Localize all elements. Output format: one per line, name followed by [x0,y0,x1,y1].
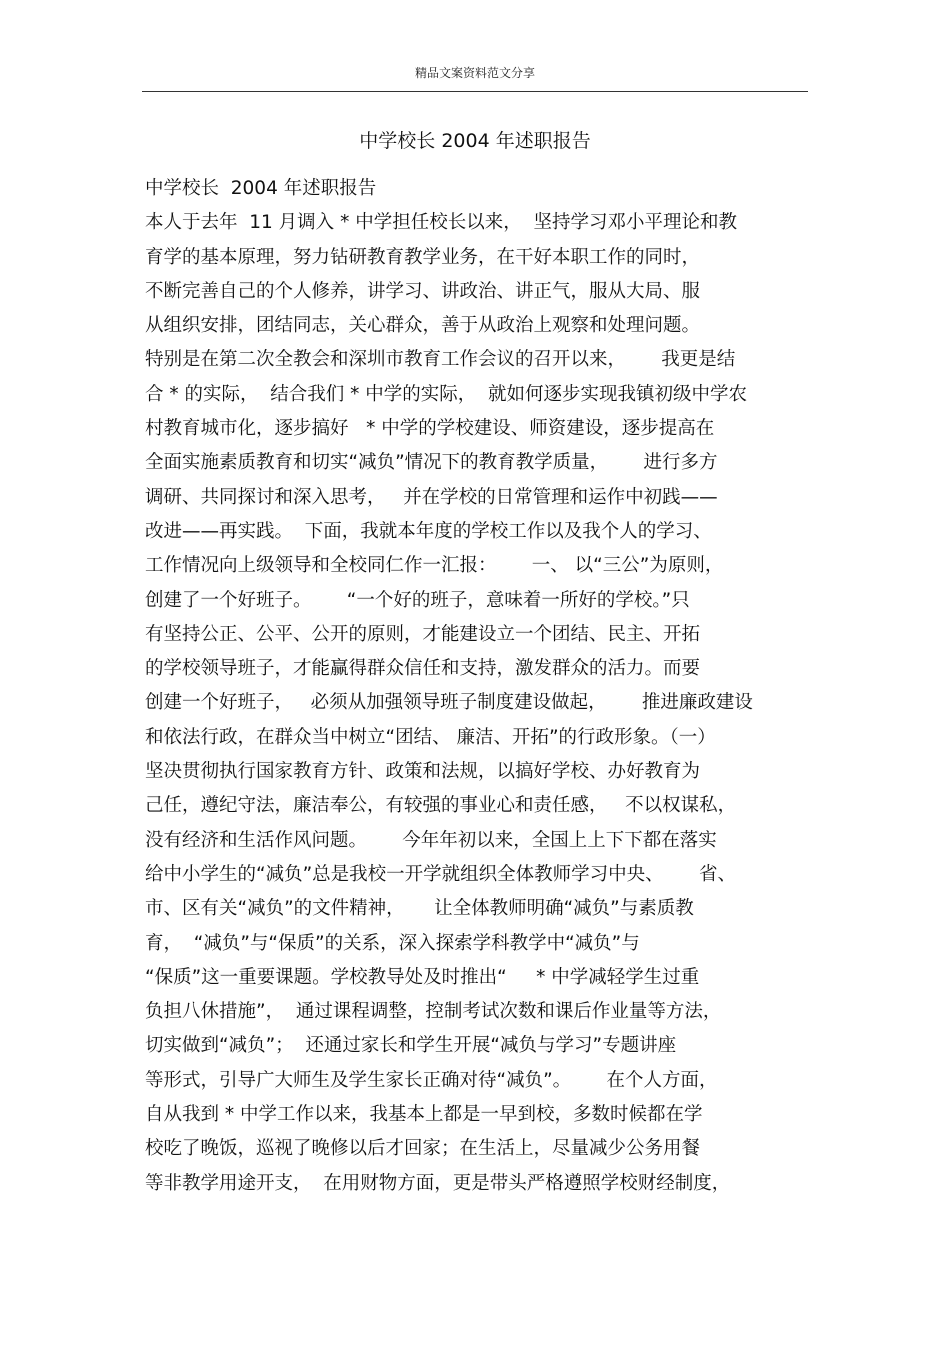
body-line: 市、区有关“减负”的文件精神， 让全体教师明确“减负”与素质教 [145,898,694,920]
header-divider [142,91,808,92]
body-line: 中学校长 2004 年述职报告 [145,178,377,199]
document-body [145,172,845,1201]
body-line: 合 * 的实际， 结合我们 * 中学的实际， 就如何逐步实现我镇初级中学农 [145,383,748,405]
body-line: 己任，遵纪守法，廉洁奉公，有较强的事业心和责任感， 不以权谋私， [145,795,737,817]
body-line: 调研、共同探讨和深入思考， 并在学校的日常管理和运作中初践—— [145,486,718,508]
body-line: 创建了一个好班子。 “一个好的班子，意味着一所好的学校。”只 [145,589,690,611]
body-line: 自从我到 * 中学工作以来，我基本上都是一早到校，多数时候都在学 [145,1104,703,1126]
body-line: 给中小学生的“减负”总是我校一开学就组织全体教师学习中央、 省、 [145,863,736,885]
body-line: 负担八休措施”， 通过课程调整，控制考试次数和课后作业量等方法， [145,1001,722,1023]
body-line: 工作情况向上级领导和全校同仁作一汇报： 一、 以“三公”为原则， [145,555,724,577]
body-line: 有坚持公正、公平、公开的原则，才能建设立一个团结、民主、开拓 [145,623,701,645]
document-title: 中学校长 2004 年述职报告 [359,130,591,152]
body-line: 等形式，引导广大师生及学生家长正确对待“减负”。 在个人方面， [145,1069,718,1091]
body-line: 从组织安排，团结同志，关心群众，善于从政治上观察和处理问题。 [145,315,701,337]
body-line: 特别是在第二次全教会和深圳市教育工作会议的召开以来， 我更是结 [145,349,736,371]
body-line: 村教育城市化，逐步搞好 * 中学的学校建设、师资建设，逐步提高在 [145,418,715,440]
body-line: 全面实施素质教育和切实“减负”情况下的教育教学质量， 进行多方 [145,452,718,474]
page-header: 精品文案资料范文分享 [414,66,535,80]
body-line: 育学的基本原理，努力钻研教育教学业务，在干好本职工作的同时， [145,246,701,268]
body-line: 坚决贯彻执行国家教育方针、政策和法规，以搞好学校、办好教育为 [145,761,701,783]
body-line: 本人于去年 11 月调入 * 中学担任校长以来， 坚持学习邓小平理论和教 [145,212,737,234]
body-line: 等非教学用途开支， 在用财物方面，更是带头严格遵照学校财经制度， [145,1172,731,1194]
body-line: 校吃了晚饭，巡视了晚修以后才回家；在生活上，尽量减少公务用餐 [145,1138,701,1160]
body-line: 育， “减负”与“保质”的关系，深入探索学科教学中“减负”与 [145,932,640,954]
body-line: 和依法行政，在群众当中树立“团结、 廉洁、开拓”的行政形象。（一） [145,726,716,748]
body-line: 没有经济和生活作风问题。 今年年初以来，全国上上下下都在落实 [145,829,717,851]
body-line: 的学校领导班子，才能赢得群众信任和支持，激发群众的活力。而要 [145,658,701,680]
body-line: “保质”这一重要课题。学校教导处及时推出“ * 中学减轻学生过重 [145,966,700,988]
body-line: 切实做到“减负”； 还通过家长和学生开展“减负与学习”专题讲座 [145,1035,677,1057]
body-line: 改进——再实践。 下面，我就本年度的学校工作以及我个人的学习、 [145,520,712,542]
body-line: 不断完善自己的个人修养，讲学习、讲政治、讲正气，服从大局、服 [145,280,701,302]
body-line: 创建一个好班子， 必须从加强领导班子制度建设做起， 推进廉政建设 [145,692,753,714]
